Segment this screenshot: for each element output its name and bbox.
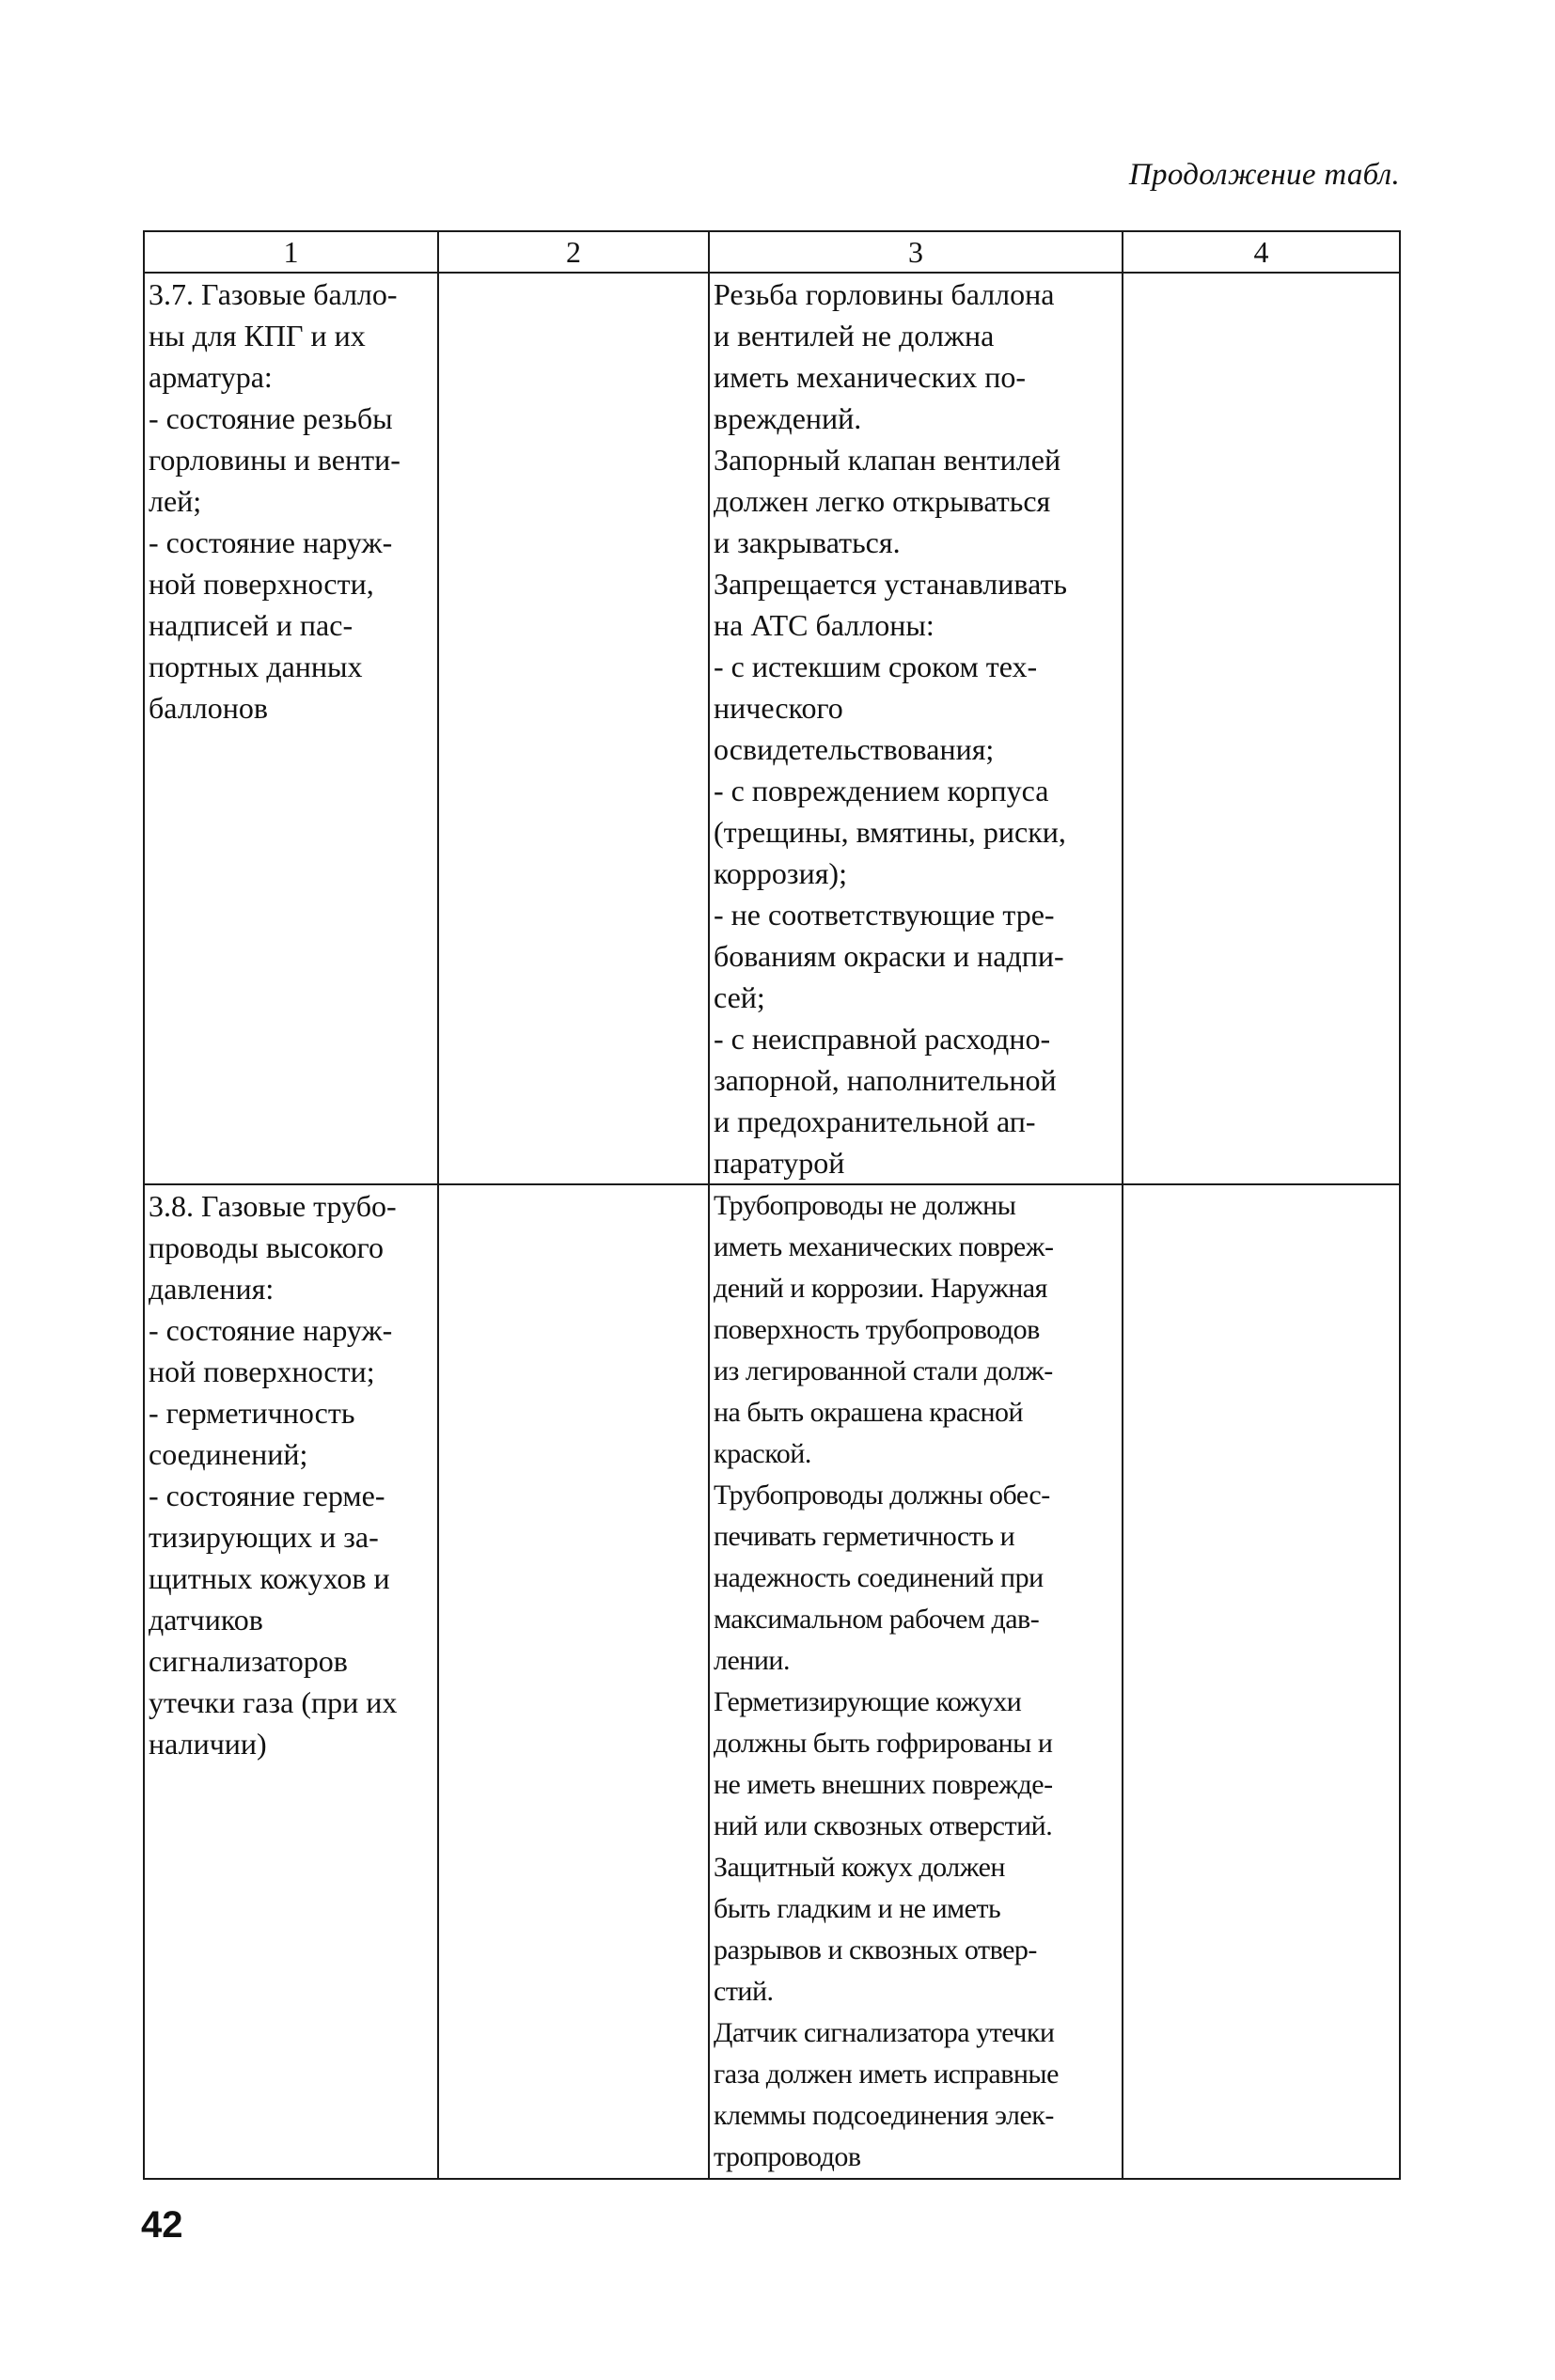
cell-line: иметь механических по- [714,360,1026,394]
cell-line: ной поверхности, [149,567,374,601]
cell-line: Запорный клапан вентилей [714,443,1061,477]
cell-line: Резьба горловины баллона [714,277,1055,311]
cell-line: - с неисправной расходно- [714,1022,1051,1056]
cell-line: вреждений. [714,401,862,435]
cell-line: сигнализаторов [149,1644,348,1678]
cell-line: ной поверхности; [149,1354,375,1388]
cell-line: давления: [149,1272,275,1306]
cell-line: Трубопроводы не должны [714,1190,1016,1221]
column-header-1: 1 [144,231,438,273]
cell-line: - не соответствующие тре- [714,898,1055,932]
cell-line: на быть окрашена красной [714,1397,1024,1428]
cell-line: Герметизирующие кожухи [714,1686,1022,1717]
cell-line: паратурой [714,1146,845,1180]
column-header-3: 3 [709,231,1123,273]
cell-line: и предохранительной ап- [714,1104,1036,1138]
cell-line: портных данных [149,650,363,683]
cell-line: - с истекшим сроком тех- [714,650,1038,683]
cell-line: и вентилей не должна [714,319,995,352]
cell-line: коррозия); [714,856,847,890]
cell-line: надписей и пас- [149,608,353,642]
row-item-gas-cylinders [144,273,438,1184]
page-number: 42 [141,2204,183,2246]
cell-line: из легированной стали долж- [714,1355,1053,1386]
table-row [144,1184,1400,2179]
cell-line: иметь механических повреж- [714,1231,1054,1262]
cell-line: тизирующих и за- [149,1520,379,1554]
cell-line: дений и коррозии. Наружная [714,1273,1047,1304]
cell-line: (трещины, вмятины, риски, [714,815,1066,849]
cell-line: Датчик сигнализатора утечки [714,2017,1055,2048]
cell-line: арматура: [149,360,273,394]
cell-line: стий. [714,1976,774,2007]
cell-line: - состояние наруж- [149,525,393,559]
empty-cell [438,273,709,1184]
cell-line: - состояние герме- [149,1479,385,1512]
cell-line: - с повреждением корпуса [714,774,1049,807]
cell-line: датчиков [149,1603,263,1636]
column-header-4: 4 [1123,231,1400,273]
cell-line: сей; [714,980,765,1014]
cell-line: утечки газа (при их [149,1685,398,1719]
cell-line: надежность соединений при [714,1562,1044,1593]
cell-line: на АТС баллоны: [714,608,935,642]
cell-line: нического [714,691,843,725]
requirements-cell [709,1184,1123,2179]
cell-line: газа должен иметь исправные [714,2059,1059,2090]
cell-line: Запрещается устанавливать [714,567,1068,601]
column-header-2: 2 [438,231,709,273]
empty-cell [1123,273,1400,1184]
cell-line: ны для КПГ и их [149,319,366,352]
cell-line: лей; [149,484,202,518]
cell-line: поверхность трубопроводов [714,1314,1040,1345]
cell-line: должны быть гофрированы и [714,1728,1053,1759]
cell-line: клеммы подсоединения элек- [714,2100,1054,2131]
table-header-row [144,231,1400,273]
cell-line: - состояние наруж- [149,1313,393,1347]
cell-line: наличии) [149,1727,267,1761]
cell-line: лении. [714,1645,790,1676]
requirements-cell [709,273,1123,1184]
cell-line: щитных кожухов и [149,1561,390,1595]
cell-line: печивать герметичность и [714,1521,1015,1552]
cell-line: проводы высокого [149,1230,384,1264]
row-item-gas-pipelines [144,1184,438,2179]
cell-line: Защитный кожух должен [714,1852,1005,1883]
cell-line: бованиям окраски и надпи- [714,939,1064,973]
cell-line: запорной, наполнительной [714,1063,1057,1097]
empty-cell [438,1184,709,2179]
cell-line: горловины и венти- [149,443,401,477]
cell-line: быть гладким и не иметь [714,1893,1001,1924]
cell-line: и закрываться. [714,525,901,559]
table-continuation-caption: Продолжение табл. [1128,158,1400,192]
table-row [144,273,1400,1184]
requirements-table [143,230,1401,2180]
cell-line: должен легко открываться [714,484,1051,518]
cell-line: тропроводов [714,2141,861,2172]
cell-line: - состояние резьбы [149,401,393,435]
cell-line: краской. [714,1438,811,1469]
cell-line: баллонов [149,691,268,725]
cell-line: разрывов и сквозных отвер- [714,1934,1037,1965]
empty-cell [1123,1184,1400,2179]
cell-line: соединений; [149,1437,308,1471]
cell-line: ний или сквозных отверстий. [714,1810,1053,1841]
cell-line: 3.7. Газовые балло- [149,277,398,311]
cell-line: освидетельствования; [714,732,995,766]
cell-line: - герметичность [149,1396,355,1430]
cell-line: Трубопроводы должны обес- [714,1480,1050,1511]
cell-line: не иметь внешних поврежде- [714,1769,1053,1800]
cell-line: 3.8. Газовые трубо- [149,1189,397,1223]
cell-line: максимальном рабочем дав- [714,1604,1040,1635]
